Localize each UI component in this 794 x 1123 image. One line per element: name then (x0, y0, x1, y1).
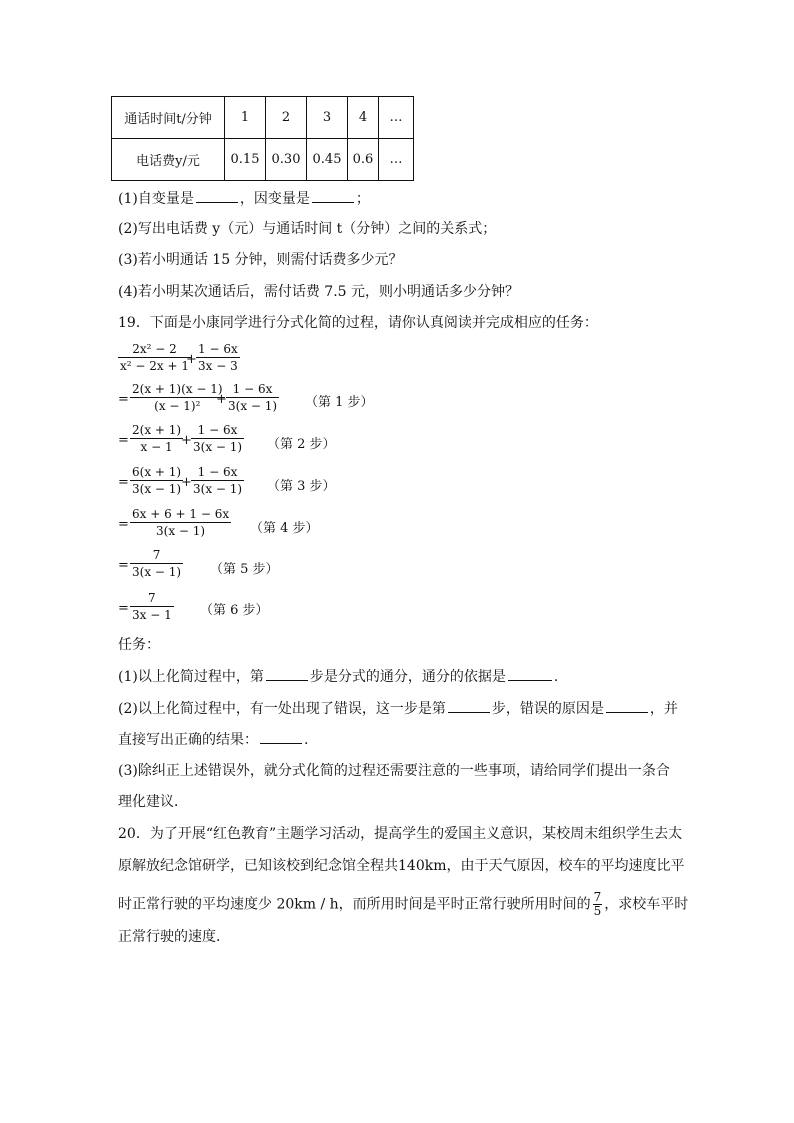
answer-blank[interactable] (312, 188, 354, 203)
equals-sign: = (118, 601, 129, 616)
fraction (191, 423, 244, 454)
table-cell: 4 (348, 97, 379, 139)
q18-part1-text2: ，因变量是 (239, 191, 310, 207)
task-3: (3)除纠正上述错误外，就分式化简的过程还需要注意的一些事项，请给同学们提出一条合 (118, 763, 670, 779)
q20-line-4: 正常行驶的速度． (118, 929, 230, 945)
table-row (112, 97, 414, 139)
fraction (593, 891, 603, 918)
task-2-text5: . (304, 732, 309, 748)
table-cell: 2 (266, 97, 307, 139)
table-cell: 0.45 (307, 139, 348, 181)
numerator: 6x + 6 + 1 − 6x (132, 507, 230, 521)
step-label: （第 3 步） (267, 479, 336, 494)
fraction (118, 342, 191, 373)
numerator: 2(x + 1)(x − 1) (132, 382, 223, 396)
q20-line-2: 原解放纪念馆研学，已知该校到纪念馆全程共140km，由于天气原因，校车的平均速度比平 (118, 858, 685, 874)
table-cell: 0.6 (348, 139, 379, 181)
task-1 (118, 666, 558, 687)
table-cell: 0.15 (225, 139, 266, 181)
fraction (191, 465, 244, 496)
fraction (130, 591, 174, 622)
denominator: 3(x − 1) (228, 399, 278, 413)
task-2-cont (118, 729, 308, 750)
table-row (112, 139, 414, 181)
q19-title: 19．下面是小康同学进行分式化简的过程，请你认真阅读并完成相应的任务： (118, 315, 598, 331)
table-header-cell: 通话时间t/分钟 (112, 97, 225, 139)
denominator: 3(x − 1) (156, 524, 206, 538)
answer-blank[interactable] (266, 666, 308, 681)
numerator: 6(x + 1) (132, 465, 182, 479)
table-cell: … (379, 139, 414, 181)
answer-blank[interactable] (508, 666, 552, 681)
fraction (130, 382, 225, 413)
table-cell: 3 (307, 97, 348, 139)
numerator: 7 (593, 890, 602, 904)
numerator: 1 − 6x (198, 342, 238, 356)
q18-part3: (3)若小明通话 15 分钟，则需付话费多少元？ (118, 252, 403, 268)
denominator: 3(x − 1) (193, 440, 243, 454)
step-label: （第 2 步） (267, 437, 336, 452)
numerator: 2x² − 2 (118, 342, 191, 358)
table-cell: … (379, 97, 414, 139)
plus-sign: + (181, 433, 192, 448)
task-2-text4: 直接写出正确的结果： (118, 732, 258, 748)
call-fee-table (111, 96, 414, 181)
q20-line-1: 20．为了开展“红色教育”主题学习活动，提高学生的爱国主义意识，某校周末组织学生去太 (118, 826, 683, 842)
fraction (130, 465, 183, 496)
fraction (130, 507, 231, 538)
denominator: 3x − 3 (198, 359, 238, 373)
equals-sign: = (118, 433, 129, 448)
denominator: x − 1 (140, 440, 173, 454)
q18-part1-text3: ； (355, 191, 370, 207)
q18-part1 (118, 188, 370, 209)
q20-line-3 (118, 891, 688, 918)
numerator: 2(x + 1) (132, 423, 182, 437)
equals-sign: = (118, 475, 129, 490)
numerator: 7 (130, 591, 174, 607)
task-2-text: (2)以上化简过程中，有一处出现了错误，这一步是第 (118, 701, 446, 717)
task-1-text3: . (553, 669, 559, 685)
task-2 (118, 698, 678, 719)
denominator: 3(x − 1) (193, 482, 243, 496)
answer-blank[interactable] (260, 729, 302, 744)
numerator: 7 (130, 548, 183, 564)
fraction (130, 548, 183, 579)
step-label: （第 4 步） (250, 521, 319, 536)
task-2-text3: ，并 (649, 701, 678, 717)
answer-blank[interactable] (606, 698, 648, 713)
step-label: （第 5 步） (210, 562, 279, 577)
task-2-text2: 步，错误的原因是 (491, 701, 604, 717)
numerator: 1 − 6x (226, 382, 279, 398)
q20-line-3-text: 时正常行驶的平均速度少 20km / h，而所用时间是平时正常行驶所用时间的 (118, 896, 591, 913)
fraction (130, 423, 183, 454)
plus-sign: + (181, 475, 192, 490)
equals-sign: = (118, 392, 129, 407)
fraction (226, 382, 279, 413)
task-1-text: (1)以上化简过程中，第 (118, 669, 264, 685)
q18-part4: (4)若小明某次通话后，需付话费 7.5 元，则小明通话多少分钟？ (118, 284, 519, 300)
table-header-cell: 电话费y/元 (112, 139, 225, 181)
denominator: 5 (593, 904, 602, 918)
step-label: （第 6 步） (200, 603, 269, 618)
denominator: 3x − 1 (132, 608, 172, 622)
denominator: x² − 2x + 1 (120, 359, 189, 373)
answer-blank[interactable] (448, 698, 490, 713)
equals-sign: = (118, 558, 129, 573)
denominator: 3(x − 1) (132, 565, 182, 579)
task-label: 任务： (118, 637, 160, 653)
q18-part1-text: (1)自变量是 (118, 191, 194, 207)
plus-sign: + (216, 392, 227, 407)
q20-line-3-text2: ，求校车平时 (604, 896, 689, 913)
plus-sign: + (186, 352, 197, 367)
fraction (196, 342, 240, 373)
equals-sign: = (118, 517, 129, 532)
step-label: （第 1 步） (305, 395, 374, 410)
answer-blank[interactable] (196, 188, 238, 203)
task-1-text2: 步是分式的通分，通分的依据是 (309, 669, 506, 685)
table-cell: 1 (225, 97, 266, 139)
denominator: 3(x − 1) (132, 482, 182, 496)
q18-part2: (2)写出电话费 y（元）与通话时间 t（分钟）之间的关系式； (118, 221, 497, 237)
task-3-cont: 理化建议． (118, 794, 188, 810)
numerator: 1 − 6x (191, 465, 244, 481)
table-cell: 0.30 (266, 139, 307, 181)
numerator: 1 − 6x (191, 423, 244, 439)
denominator: (x − 1)² (154, 399, 201, 413)
